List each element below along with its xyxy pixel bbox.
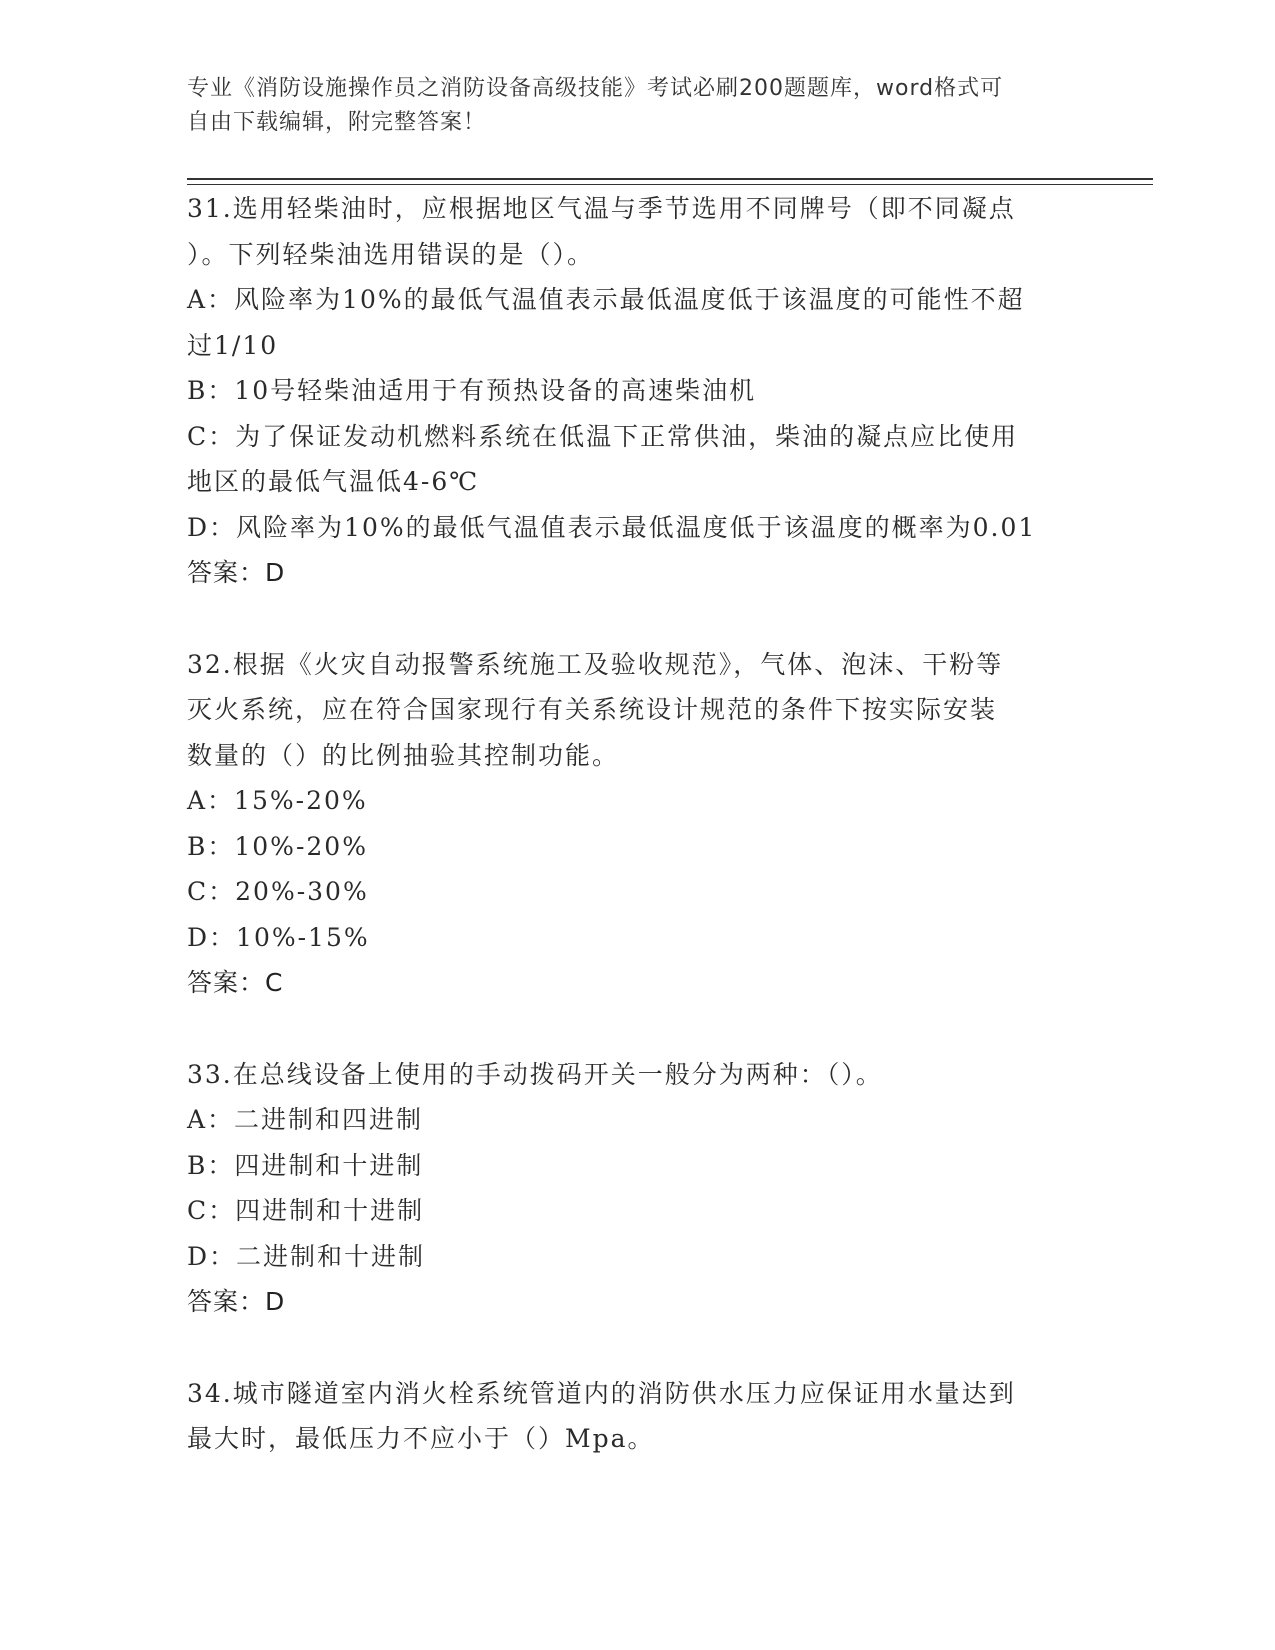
- question-stem: 32.根据《火灾自动报警系统施工及验收规范》，气体、泡沫、干粉等: [187, 649, 1004, 679]
- question-stem: 灭火系统，应在符合国家现行有关系统设计规范的条件下按实际安装: [187, 695, 998, 724]
- question-34: [187, 1371, 1067, 1462]
- question-33: [187, 1052, 1067, 1325]
- answer: 答案：D: [187, 1287, 286, 1316]
- header-divider: [187, 178, 1153, 180]
- option-d: D：10%-15%: [187, 922, 370, 952]
- option-b: B：10%-20%: [187, 831, 368, 861]
- question-stem: 31.选用轻柴油时，应根据地区气温与季节选用不同牌号（即不同凝点: [187, 194, 1016, 223]
- option-d: D：风险率为10%的最低气温值表示最低温度低于该温度的概率为0.01: [187, 512, 1037, 542]
- option-c: C：为了保证发动机燃料系统在低温下正常供油，柴油的凝点应比使用: [187, 421, 1019, 451]
- document-header: [187, 72, 1067, 140]
- header-divider-thin: [187, 184, 1153, 185]
- header-line: 专业《消防设施操作员之消防设备高级技能》考试必刷200题题库，word格式可: [187, 76, 1004, 101]
- option-c-continued: 地区的最低气温低4-6℃: [187, 467, 480, 496]
- answer: 答案：C: [187, 968, 284, 997]
- option-c: C：20%-30%: [187, 877, 369, 906]
- question-list: [187, 186, 1067, 1508]
- question-stem: 34.城市隧道室内消火栓系统管道内的消防供水压力应保证用水量达到: [187, 1378, 1016, 1408]
- question-31: [187, 186, 1067, 596]
- question-32: [187, 642, 1067, 1006]
- option-a: A：二进制和四进制: [187, 1105, 424, 1134]
- option-d: D：二进制和十进制: [187, 1241, 426, 1271]
- header-line: 自由下载编辑，附完整答案！: [187, 110, 487, 135]
- option-c: C：四进制和十进制: [187, 1196, 425, 1225]
- question-stem: 33.在总线设备上使用的手动拨码开关一般分为两种：（）。: [187, 1059, 883, 1089]
- option-a: A：风险率为10%的最低气温值表示最低温度低于该温度的可能性不超: [187, 285, 1025, 314]
- question-stem: 数量的（）的比例抽验其控制功能。: [187, 740, 620, 770]
- option-a-continued: 过1/10: [187, 330, 279, 360]
- answer: 答案：D: [187, 558, 286, 587]
- question-stem: 最大时，最低压力不应小于（）Mpa。: [187, 1424, 655, 1453]
- option-a: A：15%-20%: [187, 786, 368, 815]
- question-stem: ）。下列轻柴油选用错误的是（）。: [187, 239, 595, 269]
- option-b: B：四进制和十进制: [187, 1150, 424, 1180]
- option-b: B：10号轻柴油适用于有预热设备的高速柴油机: [187, 376, 757, 405]
